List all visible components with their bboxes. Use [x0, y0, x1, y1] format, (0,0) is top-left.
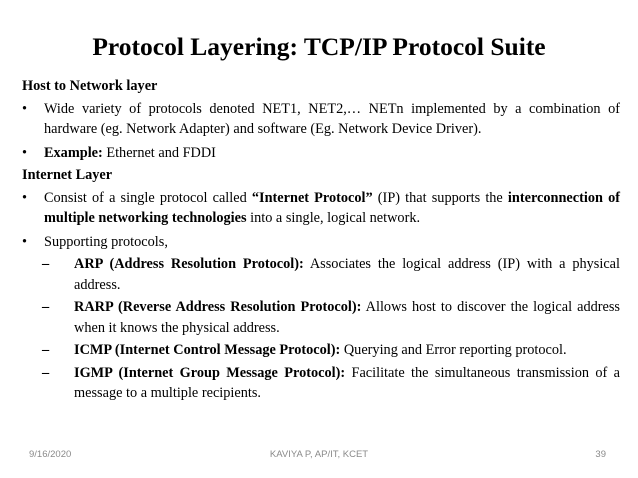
- footer-date: 9/16/2020: [29, 449, 72, 460]
- dash-marker: –: [42, 364, 50, 381]
- bullet-example: [22, 143, 620, 164]
- ip-text-3: into a single, logical network.: [246, 210, 421, 226]
- icmp-label: ICMP (Internet Control Message Protocol):: [74, 342, 341, 358]
- dash-marker: –: [42, 342, 50, 358]
- bullet-marker: •: [22, 100, 28, 117]
- bullet-text: Wide variety of protocols denoted NET1, NET2,… NETn implemented by a combination of hardware (eg. Network Adapter) and software (Eg. Network Device Driver).: [44, 100, 620, 137]
- heading-host-to-network: Host to Network layer: [22, 78, 158, 94]
- bullet-internet-protocol: [22, 188, 620, 229]
- rarp-label: RARP (Reverse Address Resolution Protocol):: [74, 299, 362, 315]
- ip-bold-1: “Internet Protocol”: [251, 189, 373, 206]
- bullet-text: Supporting protocols,: [44, 233, 168, 250]
- footer-author: KAVIYA P, AP/IT, KCET: [269, 449, 369, 460]
- igmp-text: Facilitate the simultaneous transmission of a message to a multiple recipients.: [74, 364, 620, 401]
- bullet-marker: •: [22, 144, 28, 161]
- arp-text: Associates the logical address (IP) with a physical address.: [74, 256, 620, 293]
- ip-text-2: (IP) that supports the: [372, 189, 508, 206]
- dash-marker: –: [42, 256, 50, 272]
- example-label: Example:: [44, 144, 103, 161]
- sub-bullet-arp: [22, 254, 620, 295]
- igmp-label: IGMP (Internet Group Message Protocol):: [74, 364, 346, 381]
- bullet-supporting-protocols: [22, 232, 620, 253]
- slide-body: [22, 76, 620, 404]
- bullet-marker: •: [22, 189, 28, 206]
- sub-bullet-icmp: [22, 340, 620, 361]
- bullet-net-protocols: [22, 99, 620, 140]
- rarp-text: Allows host to discover the logical address when it knows the physical address.: [74, 299, 620, 336]
- arp-label: ARP (Address Resolution Protocol):: [74, 256, 304, 272]
- icmp-text: Querying and Error reporting protocol.: [340, 342, 567, 358]
- dash-marker: –: [42, 299, 50, 315]
- heading-internet-layer: Internet Layer: [22, 167, 113, 183]
- example-text: Ethernet and FDDI: [102, 144, 216, 161]
- ip-text-1: Consist of a single protocol called: [44, 189, 252, 206]
- bullet-marker: •: [22, 233, 28, 250]
- sub-bullet-rarp: [22, 297, 620, 338]
- ip-bold-2: interconnection of multiple networking technologies: [44, 189, 620, 226]
- sub-bullet-igmp: [22, 363, 620, 404]
- slide-title: Protocol Layering: TCP/IP Protocol Suite: [92, 32, 546, 61]
- footer-page-number: 39: [595, 449, 606, 460]
